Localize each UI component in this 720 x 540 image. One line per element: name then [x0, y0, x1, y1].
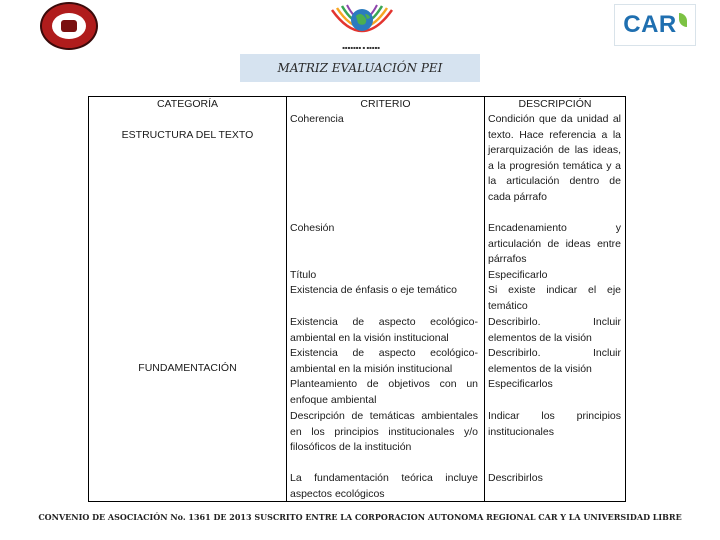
- descripcion-cell: Especificarlos: [488, 378, 553, 390]
- criterio-cell: Planteamiento de objetivos con un enfoque ambiental: [290, 378, 478, 406]
- car-logo: [614, 4, 696, 46]
- university-seal-logo: [40, 2, 98, 50]
- descripcion-cell: Si existe indicar el eje temático: [488, 284, 621, 312]
- descripcion-cell: Describirlo. Incluir elementos de la visión: [488, 347, 621, 375]
- criterio-cell: Existencia de aspecto ecológico-ambiental en la visión institucional: [290, 316, 478, 344]
- criterio-cell: Coherencia: [290, 113, 344, 125]
- page-title: MATRIZ EVALUACIÓN PEI: [277, 61, 443, 75]
- header-descripcion: DESCRIPCIÓN: [518, 98, 592, 110]
- leaf-icon: [679, 13, 687, 27]
- column-divider: [484, 97, 485, 501]
- footer-agreement-text: CONVENIO DE ASOCIACIÓN No. 1361 DE 2013 SUSCRITO ENTRE LA CORPORACION AUTONOMA REGIONAL CAR Y LA UNIVERSIDAD LIBRE: [38, 512, 682, 522]
- criterio-cell: Existencia de aspecto ecológico-ambiental en la misión institucional: [290, 347, 478, 375]
- criterio-cell: La fundamentación teórica incluye aspectos ecológicos: [290, 472, 478, 500]
- center-logo-caption: ▪▪▪▪▪▪▪ ▪ ▪▪▪▪▪: [342, 45, 380, 50]
- descripcion-cell: Describirlos: [488, 472, 543, 484]
- page-title-bar: [240, 54, 480, 82]
- criterio-cell: Descripción de temáticas ambientales en los principios institucionales y/o filosóficos de la institución: [290, 410, 478, 453]
- category-fundamentacion: FUNDAMENTACIÓN: [138, 362, 237, 374]
- header-categoria: CATEGORÍA: [156, 98, 219, 110]
- category-estructura: ESTRUCTURA DEL TEXTO: [121, 129, 254, 141]
- header-criterio: CRITERIO: [360, 98, 411, 110]
- evaluation-matrix: [88, 96, 626, 502]
- descripcion-cell: Condición que da unidad al texto. Hace referencia a la jerarquización de las ideas, a la progresión temática y a la articulación dentro de cada párrafo: [488, 113, 621, 203]
- descripcion-cell: Especificarlo: [488, 269, 548, 281]
- descripcion-cell: Indicar los principios institucionales: [488, 410, 621, 438]
- criterio-cell: Título: [290, 269, 317, 281]
- descripcion-cell: Describirlo. Incluir elementos de la visión: [488, 316, 621, 344]
- car-logo-text: CAR: [623, 11, 677, 38]
- descripcion-cell: Encadenamiento y articulación de ideas entre párrafos: [488, 222, 621, 265]
- criterio-cell: Cohesión: [290, 222, 335, 234]
- criterio-cell: Existencia de énfasis o eje temático: [290, 284, 457, 296]
- column-divider: [286, 97, 287, 501]
